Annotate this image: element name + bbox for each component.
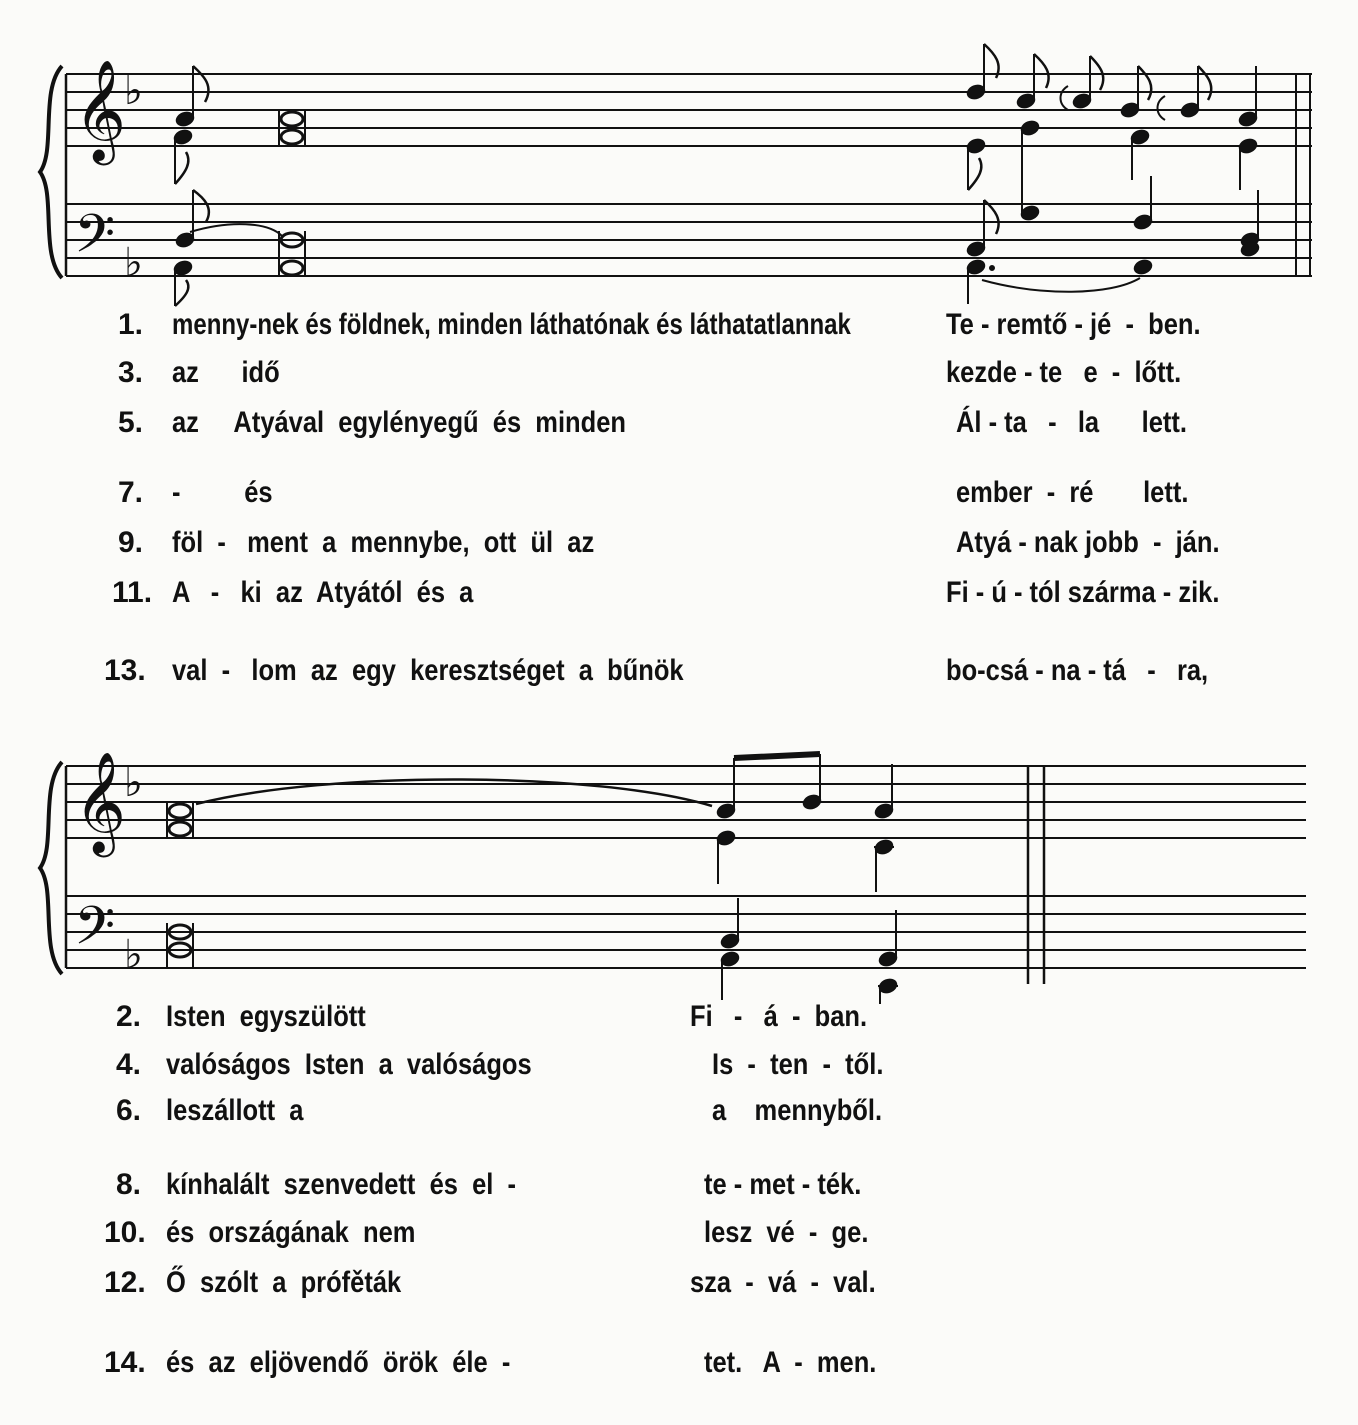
verse-text: kínhalált szenvedett és el - xyxy=(166,1168,517,1201)
verse-ending: lesz vé - ge. xyxy=(704,1216,869,1249)
verse-ending: Atyá - nak jobb - ján. xyxy=(956,526,1220,559)
verse-ending: Is - ten - től. xyxy=(712,1048,884,1081)
verse-number: 2. xyxy=(116,1000,142,1033)
verse-text: val - lom az egy keresztséget a bűnök xyxy=(172,654,684,687)
system-1-score xyxy=(0,30,1358,330)
verse-number: 9. xyxy=(118,526,144,559)
bass-clef-icon: 𝄢 xyxy=(74,204,116,278)
treble-clef-icon: 𝄞 xyxy=(74,750,127,853)
bass-clef-icon: 𝄢 xyxy=(74,896,116,970)
verse-ending: te - met - ték. xyxy=(704,1168,862,1201)
verse-ending: Ál - ta - la lett. xyxy=(956,406,1187,439)
note-group-bass-1 xyxy=(172,190,282,306)
verse-text: - és xyxy=(172,476,273,509)
verse-number: 8. xyxy=(116,1168,142,1201)
bass-staff xyxy=(66,896,1306,968)
verse-number: 5. xyxy=(118,406,144,439)
verse-ending: sza - vá - val. xyxy=(690,1266,876,1299)
verse-ending: Fi - á - ban. xyxy=(690,1000,868,1033)
verse-ending: a mennyből. xyxy=(712,1094,883,1127)
flat-key-signature-bass-icon: ♭ xyxy=(124,932,143,978)
verse-number: 10. xyxy=(104,1216,146,1249)
bass-staff xyxy=(66,204,1312,276)
verse-text: leszállott a xyxy=(166,1094,304,1127)
verse-ending: kezde - te e - lőtt. xyxy=(946,356,1182,389)
verse-text: az idő xyxy=(172,356,280,389)
verse-ending: Te - remtő - jé - ben. xyxy=(946,308,1201,341)
flat-key-signature-icon: ♭ xyxy=(124,68,143,114)
verse-text: A - ki az Atyától és a xyxy=(172,576,474,609)
verse-number: 4. xyxy=(116,1048,142,1081)
verse-number: 14. xyxy=(104,1346,146,1379)
verse-ending: tet. A - men. xyxy=(704,1346,877,1379)
grand-staff-brace xyxy=(40,66,62,278)
system-2-score xyxy=(0,728,1358,1008)
verse-text: Ő szólt a prófěták xyxy=(166,1266,402,1299)
grand-staff-brace xyxy=(40,762,62,974)
verse-text: és az eljövendő örök éle - xyxy=(166,1346,511,1379)
treble-clef-icon: 𝄞 xyxy=(74,58,127,161)
note-group-3 xyxy=(715,754,894,892)
verse-text: menny-nek és földnek, minden láthatónak és láthatatlannak xyxy=(172,308,851,341)
verse-number: 7. xyxy=(118,476,144,509)
verse-number: 6. xyxy=(116,1094,142,1127)
verse-text: az Atyával egylényegű és minden xyxy=(172,406,626,439)
note-group-1 xyxy=(172,66,208,184)
verse-ending: ember - ré lett. xyxy=(956,476,1189,509)
verse-number: 1. xyxy=(118,308,144,341)
verse-number: 13. xyxy=(104,654,146,687)
whole-note-chord-2 xyxy=(167,779,712,968)
verse-number: 11. xyxy=(112,576,153,609)
verse-text: Isten egyszülött xyxy=(166,1000,366,1033)
flat-key-signature-icon: ♭ xyxy=(124,760,143,806)
verse-number: 12. xyxy=(104,1266,146,1299)
verse-text: és országának nem xyxy=(166,1216,416,1249)
verse-text: valóságos Isten a valóságos xyxy=(166,1048,532,1081)
verse-text: föl - ment a mennybe, ott ül az xyxy=(172,526,595,559)
verse-ending: Fi - ú - tól szárma - zik. xyxy=(946,576,1220,609)
whole-note-chord-bass-1 xyxy=(279,231,305,276)
verse-ending: bo-csá - na - tá - ra, xyxy=(946,654,1209,687)
flat-key-signature-bass-icon: ♭ xyxy=(124,240,143,286)
verse-number: 3. xyxy=(118,356,144,389)
treble-staff xyxy=(66,766,1306,838)
